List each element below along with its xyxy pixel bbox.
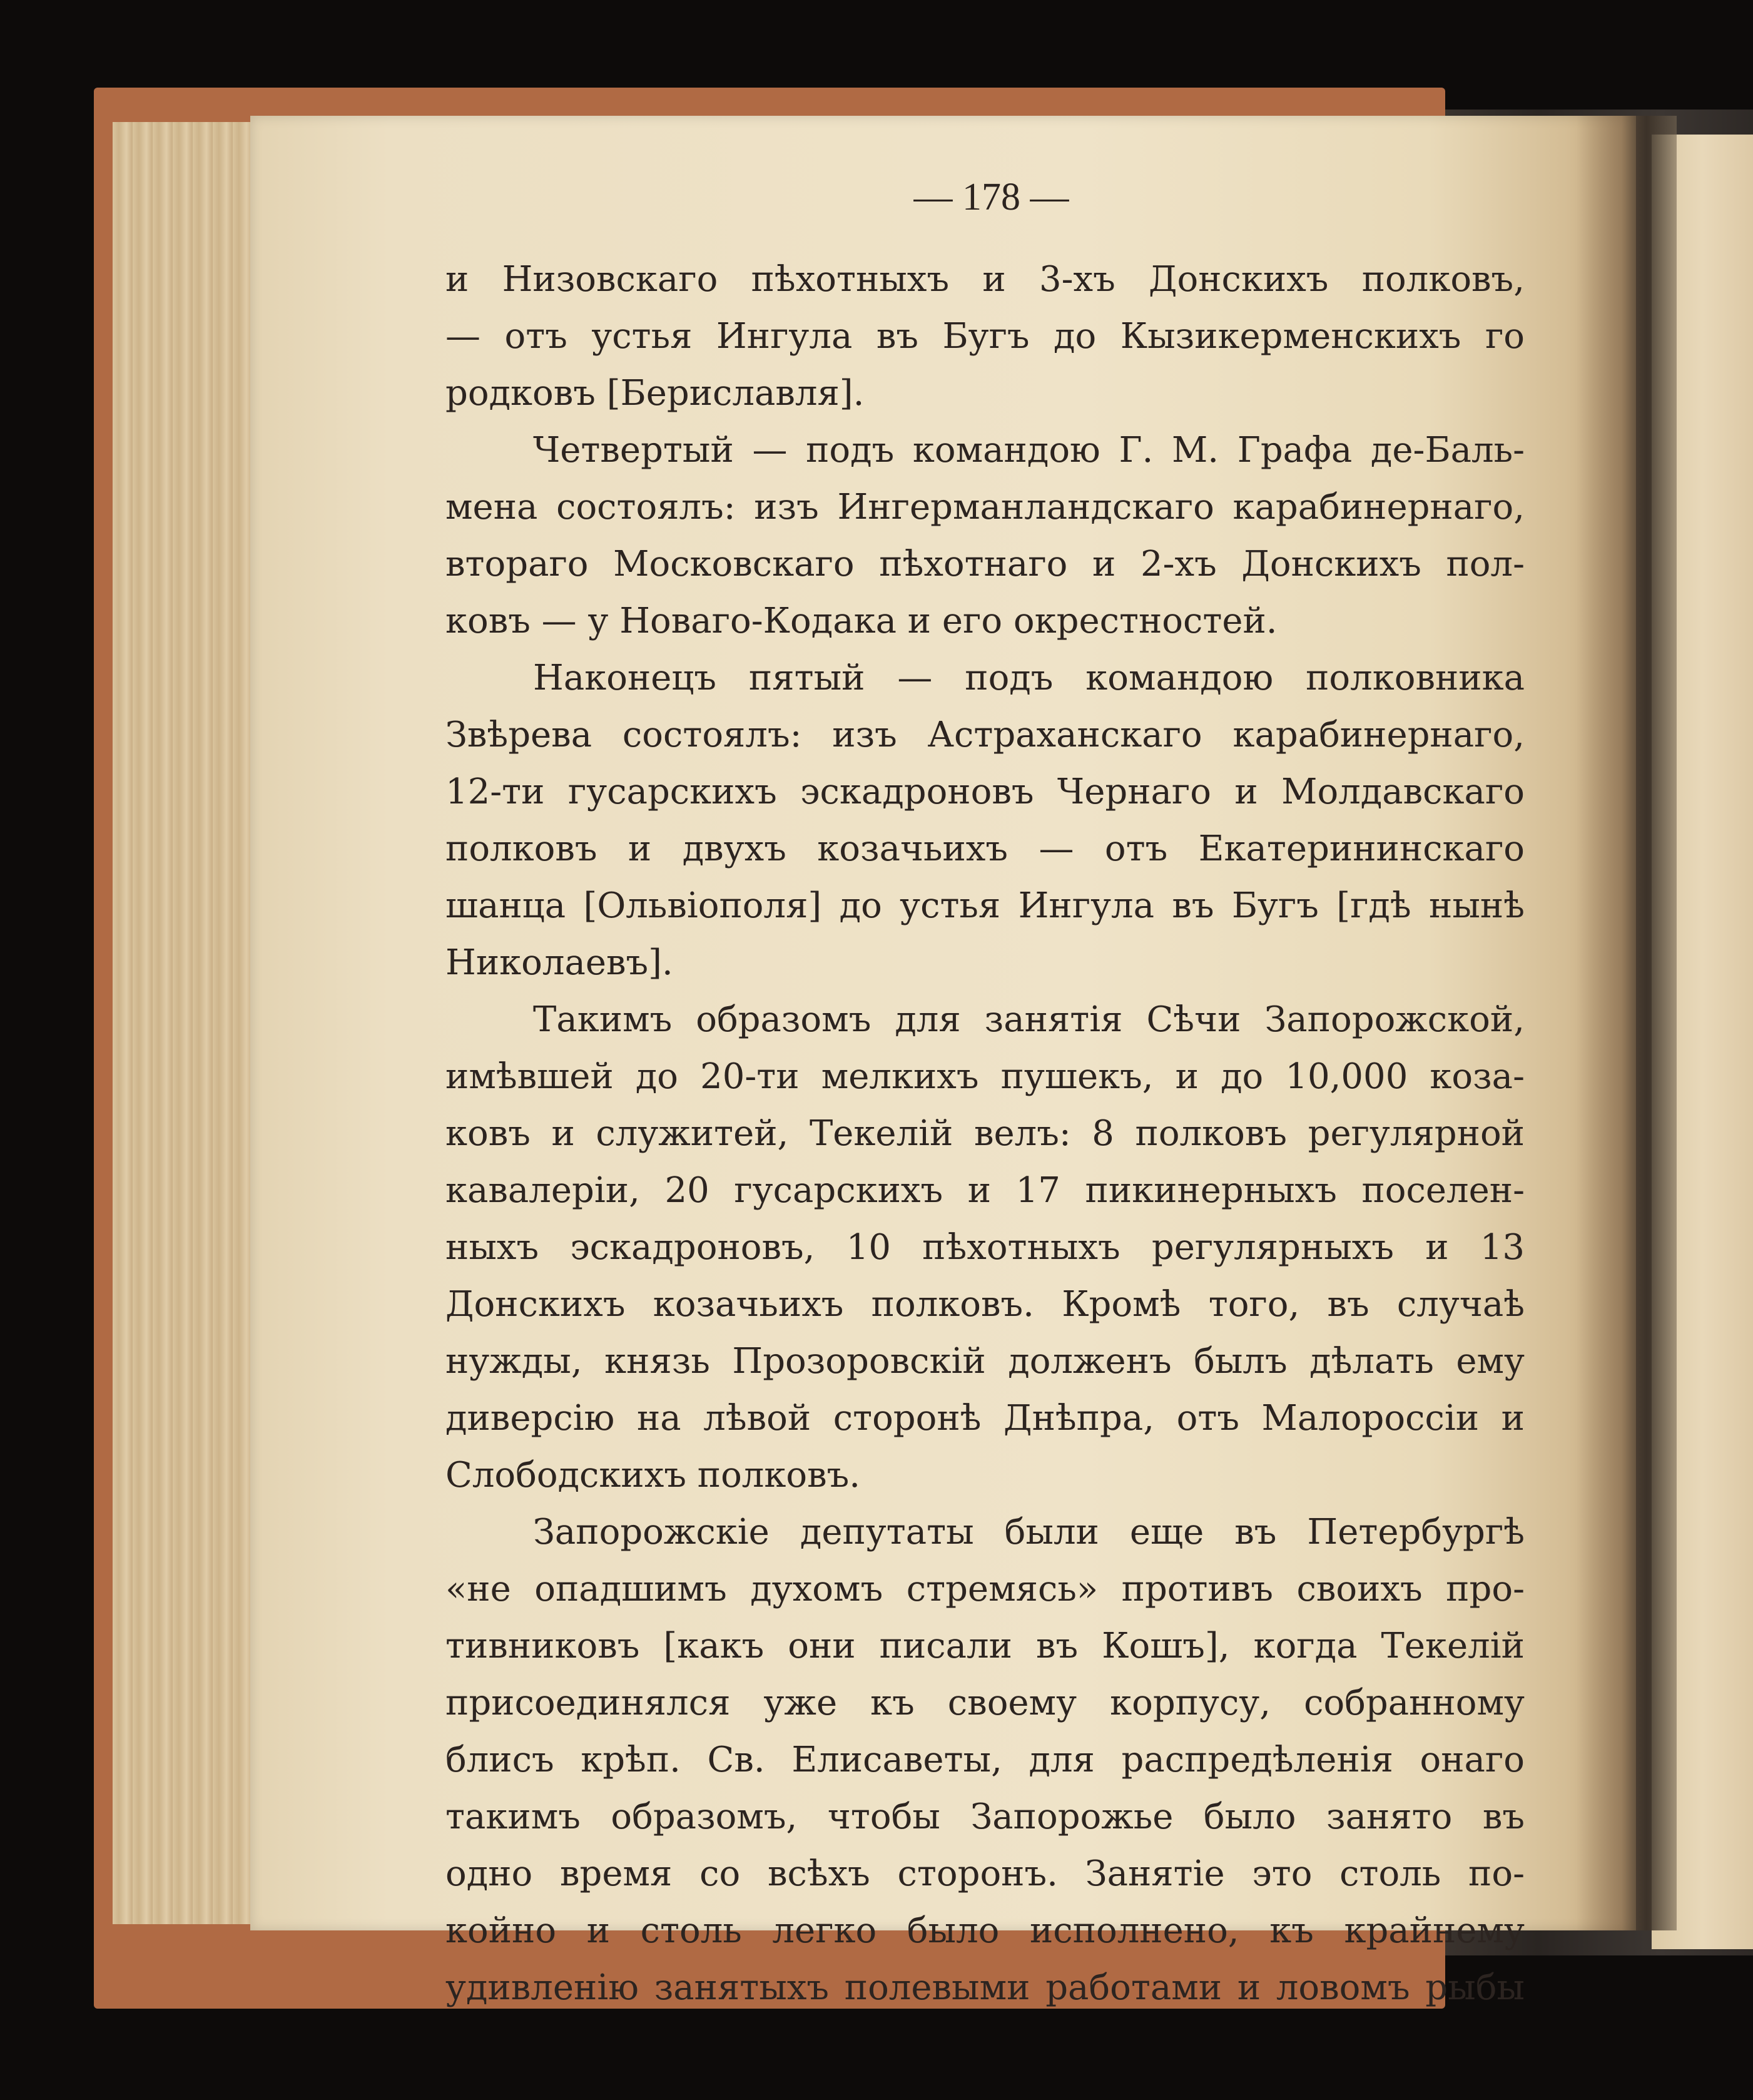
text-line: одно время со всѣхъ сторонъ. Занятіе это столь по-	[445, 1853, 1525, 1894]
text-line: такимъ образомъ, чтобы Запорожье было занято въ	[445, 1797, 1525, 1837]
page-gutter-shadow	[1577, 116, 1677, 1930]
text-line: Четвертый — подъ командою Г. М. Графа де-Баль-	[533, 430, 1525, 471]
text-line: удивленію занятыхъ полевыми работами и ловомъ рыбы	[445, 1967, 1525, 2008]
text-line: Такимъ образомъ для занятія Сѣчи Запорожской,	[533, 999, 1525, 1040]
text-line: полковъ и двухъ козачьихъ — отъ Екатерининскаго	[445, 828, 1525, 869]
page-number: — 178 —	[913, 176, 1069, 218]
text-line: «не опадшимъ духомъ стремясь» противъ своихъ про-	[445, 1569, 1525, 1609]
text-line: ныхъ эскадроновъ, 10 пѣхотныхъ регулярныхъ и 13	[445, 1227, 1525, 1268]
page-edges	[113, 122, 263, 1924]
text-line: и Низовскаго пѣхотныхъ и 3-хъ Донскихъ полковъ,	[445, 259, 1525, 300]
text-line: койно и столь легко было исполнено, къ крайнему	[445, 1910, 1525, 1951]
text-lines	[445, 251, 1525, 2016]
text-line: втораго Московскаго пѣхотнаго и 2-хъ Донскихъ пол-	[445, 544, 1525, 584]
text-line: Звѣрева состоялъ: изъ Астраханскаго карабинернаго,	[445, 715, 1525, 755]
text-line: ковъ — у Новаго-Кодака и его окрестностей.	[445, 601, 1278, 641]
text-line: нужды, князь Прозоровскій долженъ былъ дѣлать ему	[445, 1341, 1525, 1382]
text-line: Слободскихъ полковъ.	[445, 1455, 861, 1496]
text-line: ковъ и служитей, Текелій велъ: 8 полковъ регулярной	[445, 1113, 1525, 1154]
text-line: Запорожскіе депутаты были еще въ Петербургѣ	[533, 1512, 1525, 1552]
text-line: тивниковъ [какъ они писали въ Кошъ], когда Текелій	[445, 1626, 1525, 1666]
text-line: диверсію на лѣвой сторонѣ Днѣпра, отъ Малороссіи и	[445, 1398, 1525, 1439]
text-line: имѣвшей до 20-ти мелкихъ пушекъ, и до 10,000 коза-	[445, 1056, 1525, 1097]
text-line: 12-ти гусарскихъ эскадроновъ Чернаго и Молдавскаго	[445, 772, 1525, 812]
text-line: Донскихъ козачьихъ полковъ. Кромѣ того, въ случаѣ	[445, 1284, 1525, 1325]
text-line: блисъ крѣп. Св. Елисаветы, для распредѣленія онаго	[445, 1740, 1525, 1780]
text-line: родковъ [Бериславля].	[445, 373, 865, 414]
text-line: Николаевъ].	[445, 942, 673, 983]
text-line: мена состоялъ: изъ Ингерманландскаго карабинернаго,	[445, 487, 1525, 528]
text-line: кавалеріи, 20 гусарскихъ и 17 пикинерныхъ поселен-	[445, 1170, 1525, 1211]
page-text	[445, 175, 1525, 2016]
text-line: Наконецъ пятый — подъ командою полковника	[533, 658, 1525, 698]
text-line: — отъ устья Ингула въ Бугъ до Кызикерменскихъ го	[445, 316, 1525, 357]
text-line: присоединялся уже къ своему корпусу, собранному	[445, 1683, 1525, 1723]
text-line: шанца [Ольвіополя] до устья Ингула въ Бугъ [гдѣ нынѣ	[445, 885, 1525, 926]
